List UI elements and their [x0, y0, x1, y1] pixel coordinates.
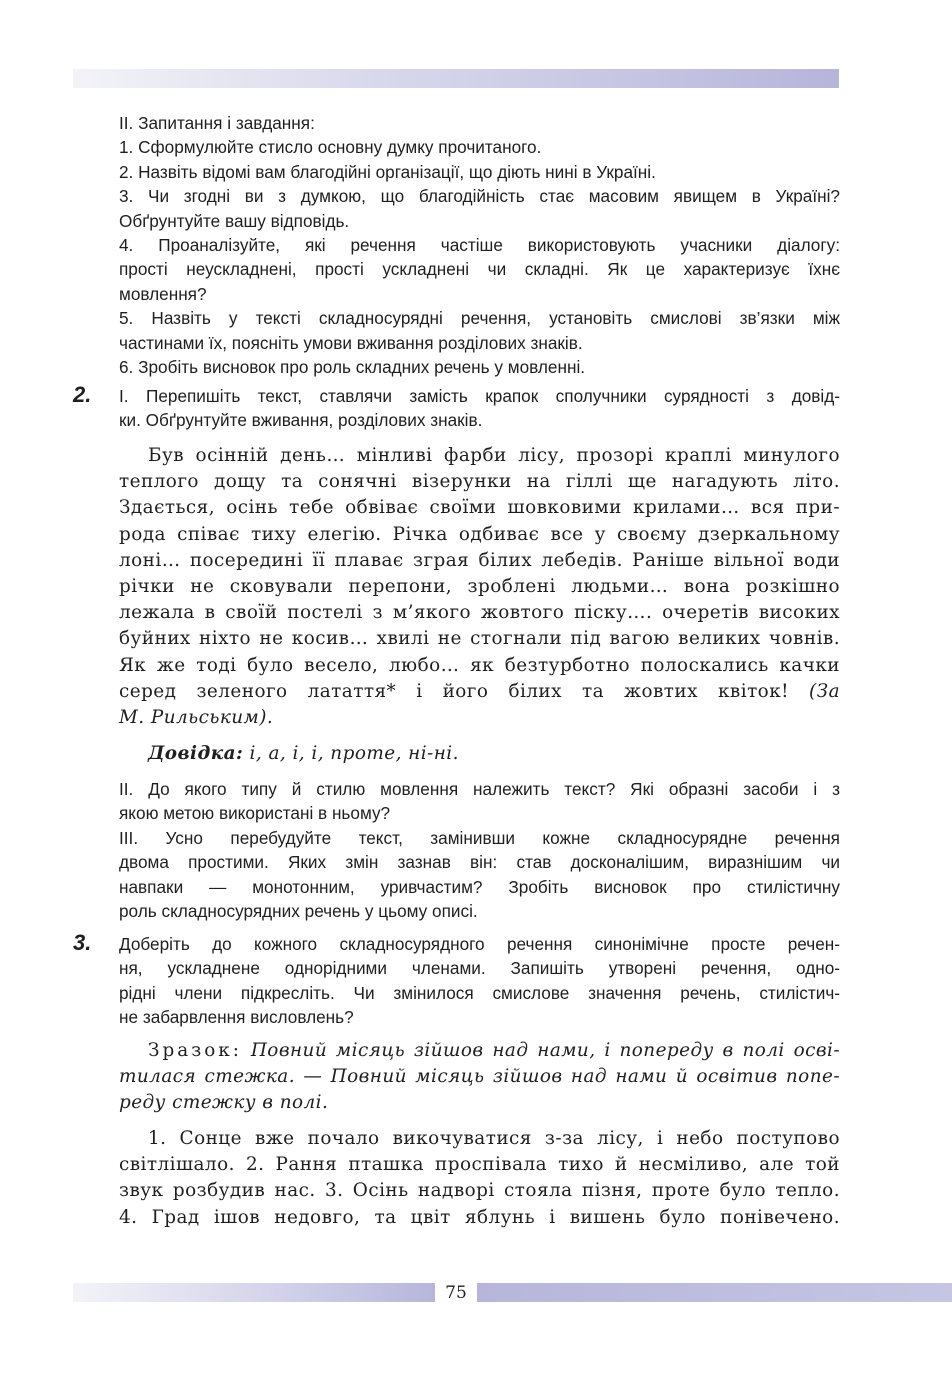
sentences-line-3: звук розбудив нас. 3. Осінь надворі стояла пізня, проте було тепло. [119, 1180, 840, 1202]
question-3-line-2: Обґрунтуйте вашу відповідь. [119, 210, 350, 231]
questions-heading: II. Запитання і завдання: [119, 113, 315, 133]
q3-line-1: III. Усно перебудуйте текст, замінивши кожне складносурядне речення [119, 827, 840, 848]
header-decor-bar [73, 69, 839, 88]
exercise-2-task [119, 384, 840, 433]
ex3-task-line-2: ня, ускладнене однорідними членами. Запишіть утворені речення, одно- [119, 958, 840, 979]
text-line-3: Здається, осінь тебе обвіває своїми шовковими крилами… вся при- [119, 497, 840, 519]
exercise-2-task-line-2: ки. Обґрунтуйте вживання, розділових знаків. [119, 410, 483, 431]
exercise-3-number: 3. [73, 930, 92, 955]
question-4-line-1: 4. Проаналізуйте, які речення частіше використовують учасники діалогу: [119, 235, 840, 256]
reference-label: Довідка: [148, 743, 244, 764]
exercise-2-text [119, 443, 840, 731]
text-line-8: буйних ніхто не косив… хвилі не стогнали під вагою великих човнів. [119, 628, 840, 650]
sentences-block [119, 1126, 840, 1231]
sentences-line-4: 4. Град ішов недовго, та цвіт яблунь і вишень було понівечено. [119, 1206, 840, 1228]
exercise-2-task-line-1: I. Перепишіть текст, ставлячи замість крапок сполучники сурядності з довід- [119, 386, 840, 406]
question-4-line-2: прості неускладнені, прості ускладнені чи складні. Як це характеризує їхнє [119, 259, 840, 280]
ex3-task-line-3: рідні члени підкресліть. Чи змінилося смислове значення речень, стилістич- [119, 982, 840, 1003]
question-5-line-1: 5. Назвіть у тексті складносурядні речення, установіть смислові зв’язки між [119, 308, 840, 329]
page-number: 75 [445, 1283, 467, 1303]
sample-line-1 [119, 1038, 840, 1064]
attribution-start: (За [809, 680, 840, 702]
q2-line-1: II. До якого типу й стилю мовлення належить текст? Які образні засоби і з [119, 779, 840, 799]
text-line-1: Був осінній день… мінливі фарби лісу, прозорі краплі минулого [148, 445, 840, 466]
q3-line-4: роль складносурядних речень у цьому описі. [119, 901, 478, 922]
sample-block [119, 1038, 840, 1117]
reference-line [119, 741, 840, 767]
question-3-line-1: 3. Чи згодні ви з думкою, що благодійність стає масовим явищем в Україні? [119, 186, 840, 207]
sample-line-2: тилася стежка. — Повний місяць зійшов над нами й освітив попе- [119, 1066, 840, 1088]
question-4-line-3: мовлення? [119, 283, 207, 304]
exercise-2-questions [119, 777, 840, 923]
footer-decor-bar-left [73, 1283, 435, 1302]
text-line-7: лежала в своїй постелі з м’якого жовтого піску…. очеретів високих [119, 602, 840, 624]
text-line-10-body: серед зеленого латаття* і його білих та жовтих квіток! [119, 680, 789, 702]
question-2: 2. Назвіть відомі вам благодійні організації, що діють нині в Україні. [119, 161, 656, 182]
text-line-4: рода співає тиху елегію. Річка одбиває все у своєму дзеркальному [119, 523, 840, 545]
exercise-2-number: 2. [73, 382, 92, 407]
ex3-task-line-1: Доберіть до кожного складносурядного речення синонімічне просте речен- [119, 934, 840, 954]
question-1: 1. Сформулюйте стисло основну думку прочитаного. [119, 137, 542, 158]
footer-decor-bar-right [477, 1283, 952, 1302]
reference-block [119, 741, 840, 767]
text-line-9: Як же тоді було весело, любо… як безтурботно полоскались качки [119, 654, 840, 676]
sample-label: Зразок: [148, 1040, 242, 1061]
text-line-2: теплого дощу та сонячні візерунки на гіллі ще нагадують літо. [119, 471, 840, 493]
sample-line-3: реду стежку в полі. [119, 1092, 329, 1114]
sample-line-1-text: Повний місяць зійшов над нами, і попереду в полі осві- [250, 1040, 840, 1061]
questions-block [119, 111, 840, 379]
reference-words: і, а, і, і, проте, ні-ні. [249, 743, 459, 764]
question-5-line-2: частинами їх, поясніть умови вживання розділових знаків. [119, 332, 583, 353]
text-line-10 [119, 679, 840, 705]
text-line-6: річки не сковували перепони, зроблені людьми… вона розкішно [119, 576, 840, 598]
text-line-5: лоні… посередині її плаває зграя білих лебедів. Раніше вільної води [119, 549, 840, 571]
q2-line-2: якою метою використані в ньому? [119, 803, 391, 824]
sentences-line-2: світлішало. 2. Рання пташка проспівала тихо й несміливо, але той [119, 1154, 840, 1176]
attribution-end: М. Рильським). [119, 707, 274, 729]
exercise-3-task [119, 932, 840, 1030]
question-6: 6. Зробіть висновок про роль складних речень у мовленні. [119, 357, 586, 378]
q3-line-3: навпаки — монотонним, уривчастим? Зробіть висновок про стилістичну [119, 876, 840, 897]
ex3-task-line-4: не забарвлення висловлень? [119, 1007, 354, 1028]
q3-line-2: двома простими. Яких змін зазнав він: став досконалішим, виразнішим чи [119, 852, 840, 873]
sentences-line-1: 1. Сонце вже почало викочуватися з-за лісу, і небо поступово [148, 1128, 840, 1149]
